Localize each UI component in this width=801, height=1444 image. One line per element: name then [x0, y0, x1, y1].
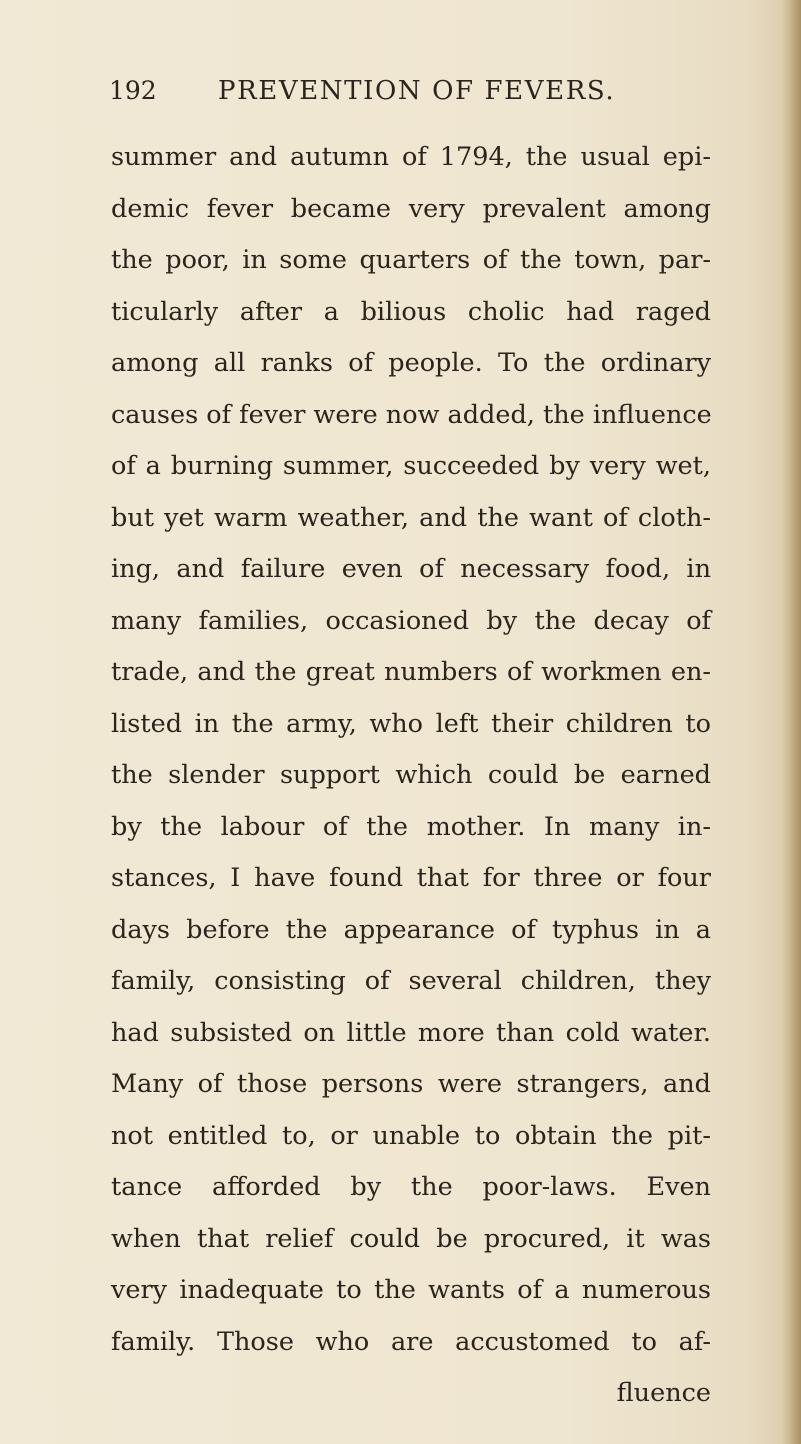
text-line: tance afforded by the poor-laws. Even	[111, 1172, 711, 1202]
text-line: many families, occasioned by the decay of	[111, 605, 711, 636]
catchword: fluence	[616, 1378, 711, 1408]
text-line: causes of fever were now added, the influence	[111, 399, 712, 430]
text-line: days before the appearance of typhus in a	[111, 914, 711, 945]
text-line: family. Those who are accustomed to af-	[111, 1326, 711, 1357]
text-line: not entitled to, or unable to obtain the pit-	[111, 1120, 711, 1151]
text-line: listed in the army, who left their children to	[111, 708, 711, 739]
text-line: ticularly after a bilious cholic had raged	[111, 296, 711, 327]
text-line: summer and autumn of 1794, the usual epi-	[111, 142, 711, 172]
text-line: the poor, in some quarters of the town, par-	[111, 245, 711, 275]
text-line: when that relief could be procured, it was	[111, 1223, 711, 1254]
text-line: demic fever became very prevalent among	[111, 193, 711, 224]
text-line: stances, I have found that for three or four	[111, 863, 711, 893]
text-line: of a burning summer, succeeded by very wet,	[111, 451, 711, 481]
running-title: PREVENTION OF FEVERS.	[218, 76, 616, 106]
text-line: by the labour of the mother. In many in-	[111, 811, 711, 842]
text-line: Many of those persons were strangers, and	[111, 1069, 711, 1099]
text-line: trade, and the great numbers of workmen en-	[111, 657, 711, 687]
text-line: the slender support which could be earned	[111, 760, 711, 790]
body-text	[111, 132, 711, 1420]
text-line: very inadequate to the wants of a numerous	[111, 1275, 711, 1305]
text-line: but yet warm weather, and the want of cloth-	[111, 502, 711, 533]
text-line: ing, and failure even of necessary food, in	[111, 554, 711, 584]
text-line: among all ranks of people. To the ordinary	[111, 348, 711, 378]
text-line: family, consisting of several children, they	[111, 966, 711, 996]
text-line: had subsisted on little more than cold water.	[111, 1017, 711, 1048]
page-edge-shadow	[781, 0, 801, 1444]
page-number: 192	[109, 76, 157, 105]
